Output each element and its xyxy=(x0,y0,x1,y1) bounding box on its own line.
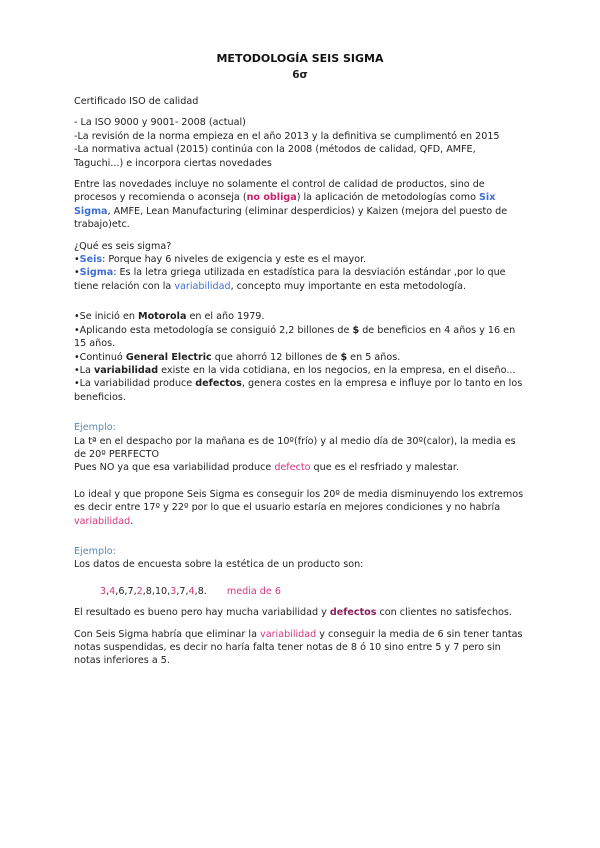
variabilidad-highlight: variabilidad xyxy=(174,280,231,292)
document-subtitle: 6σ xyxy=(292,69,308,81)
historia-line-5: •La variabilidad produce defectos, genera costes en la empresa e influye por lo tanto en los beneficios. xyxy=(74,378,523,403)
survey-values xyxy=(100,586,207,597)
seis-definition: •Seis: Porque hay 6 niveles de exigencia y este es el mayor. xyxy=(74,254,367,266)
ejemplo-2-label: Ejemplo: xyxy=(74,545,116,557)
ejemplo-2-intro: Los datos de encuesta sobre la estética de un producto son: xyxy=(74,559,364,571)
ideal-paragraph: Lo ideal y que propone Seis Sigma es conseguir los 20º de media disminuyendo los extremos es decir entre 17º y 22º por lo que el usuario estaría en mejores condiciones y no habría variabilidad. xyxy=(74,488,524,527)
con-seis-sigma-paragraph: Con Seis Sigma habría que eliminar la variabilidad y conseguir la media de 6 sin tener tantas notas suspendidas, es decir no haría falta tener notas de 8 ó 10 sino entre 5 y 7 pero sin notas inferiores a 5. xyxy=(74,628,523,667)
resultado-line: El resultado es bueno pero hay mucha variabilidad y defectos con clientes no satisfechos. xyxy=(74,607,512,619)
score-value: ,8,10, xyxy=(142,585,171,597)
score-value: ,8. xyxy=(194,585,207,597)
iso-heading: Certificado ISO de calidad xyxy=(74,96,199,107)
sigma-definition: •Sigma: Es la letra griega utilizada en estadística para la desviación estándar ,por lo que tiene relación con la variabilidad, concepto muy importante en esta metodología. xyxy=(74,267,506,292)
survey-numbers xyxy=(74,585,526,598)
novedades-paragraph: Entre las novedades incluye no solamente el control de calidad de productos, sino de procesos y recomienda o aconseja (no obliga) la aplicación de metodologías como Six Sigma, AMFE, Lean Manufacturing (eliminar desperdicios) y Kaizen (mejora del puesto de trabajo)etc. xyxy=(74,179,508,231)
no-obliga-highlight: no obliga xyxy=(246,192,297,204)
score-value: , xyxy=(106,585,110,597)
score-value: ,6,7, xyxy=(115,585,137,597)
low-score-value: 4 xyxy=(188,585,195,597)
low-score-value: 2 xyxy=(136,585,143,597)
iso-line-3: -La normativa actual (2015) continúa con la 2008 (métodos de calidad, QFD, AMFE, Taguchi...) e incorpora ciertas novedades xyxy=(74,144,476,169)
historia-line-3: •Continuó General Electric que ahorró 12 billones de $ en 5 años. xyxy=(74,351,401,363)
historia-line-4: •La variabilidad existe en la vida cotidiana, en los negocios, en la empresa, en el diseño... xyxy=(74,364,516,376)
document-title: METODOLOGÍA SEIS SIGMA xyxy=(216,52,384,65)
low-score-value: 3 xyxy=(100,585,107,597)
historia-line-1: •Se inició en Motorola en el año 1979. xyxy=(74,311,265,323)
seis-label: Seis xyxy=(79,254,103,266)
media-label: media de 6 xyxy=(226,585,281,597)
ejemplo-1-line-1: La tª en el despacho por la mañana es de 10º(frío) y al medio día de 30º(calor), la media es de 20º PERFECTO xyxy=(74,435,516,460)
que-es-question: ¿Qué es seis sigma? xyxy=(74,240,172,252)
low-score-value: 4 xyxy=(109,585,116,597)
low-score-value: 3 xyxy=(170,585,177,597)
ejemplo-1-line-2: Pues NO ya que esa variabilidad produce defecto que es el resfriado y malestar. xyxy=(74,462,460,474)
score-value: ,7, xyxy=(176,585,189,597)
iso-line-2: -La revisión de la norma empieza en el año 2013 y la definitiva se cumplimentó en 2015 xyxy=(74,130,500,142)
six-sigma-highlight: Six Sigma xyxy=(74,192,496,217)
historia-line-2: •Aplicando esta metodología se consiguió 2,2 billones de $ de beneficios en 4 años y 16 en 15 años. xyxy=(74,324,516,350)
ejemplo-1-label: Ejemplo: xyxy=(74,422,116,434)
iso-line-1: - La ISO 9000 y 9001- 2008 (actual) xyxy=(74,117,246,129)
sigma-label: Sigma xyxy=(79,267,114,279)
